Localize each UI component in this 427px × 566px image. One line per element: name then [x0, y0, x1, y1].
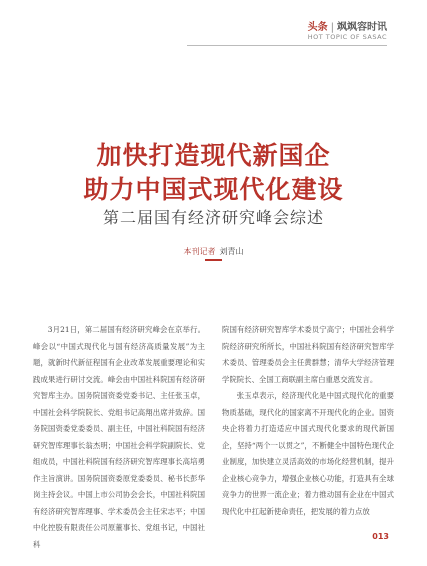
- header-separator: |: [330, 22, 334, 33]
- article-subtitle: 第二届国有经济研究峰会综述: [102, 208, 324, 227]
- body-paragraph: 院国有经济研究智库学术委员宁高宁；中国社会科学院经济研究所所长，中国社科院国有经济研究智库学术委员、管理委员会主任黄群慧；清华大学经济管理学院院长、全国工商联副主席白重恩交流发言。: [222, 325, 394, 384]
- header-column-name: 飒飒容时讯: [337, 22, 387, 33]
- byline-role: 本刊记者: [183, 247, 216, 256]
- page-number: 013: [372, 532, 389, 541]
- body-column-left: [33, 322, 205, 553]
- body-paragraph: 3月21日，第二届国有经济研究峰会在京举行。峰会以“中国式现代化与国有经济高质量发展”为主题，就新时代新征程国有企业改革发展重要理论和实践成果进行研讨交流。峰会由中国社科院国有经济研究智库主办。国务院国资委党委书记、主任张玉卓，中国社会科学院院长、党组书记高翔出席并致辞。国务院国资委党委委员、副主任，中国社科院国有经济研究智库理事长翁杰明；中国社会科学院副院长、党组成员，中国社科院国有经济研究智库理事长高培勇作主旨演讲。国务院国资委原党委委员、秘书长彭华岗主持会议。中国上市公司协会会长，中国社科院国有经济研究智库理事、学术委员会主任宋志平；中国中化控股有限责任公司原董事长、党组书记，中国社科: [33, 325, 205, 549]
- page-header: [187, 14, 387, 44]
- byline: [0, 246, 427, 257]
- article-title-line-2: 助力中国式现代化建设: [83, 175, 344, 204]
- article-title-line-1: 加快打造现代新国企: [96, 141, 331, 170]
- header-category: 头条: [307, 22, 328, 33]
- header-subtitle: HOT TOPIC OF SASAC: [307, 33, 387, 41]
- body-paragraph: 张玉卓表示，经济现代化是中国式现代化的重要物质基础，现代化的国家离不开现代化的企业。国资央企将着力打造适应中国式现代化要求的现代新国企，坚持“两个一以贯之”，不断健全中国特色现代企业制度，加快建立灵活高效的市场化经营机制，提升企业核心竞争力，增强企业核心功能，打造具有全球竞争力的世界一流企业；着力推动国有企业在中国式现代化中扛起新使命责任，把发展的着力点放: [222, 391, 394, 516]
- byline-underline: [205, 259, 222, 261]
- byline-author: 刘青山: [219, 247, 244, 256]
- header-rule: [187, 45, 387, 46]
- body-column-right: [222, 322, 394, 520]
- header-tag-line: [308, 18, 387, 33]
